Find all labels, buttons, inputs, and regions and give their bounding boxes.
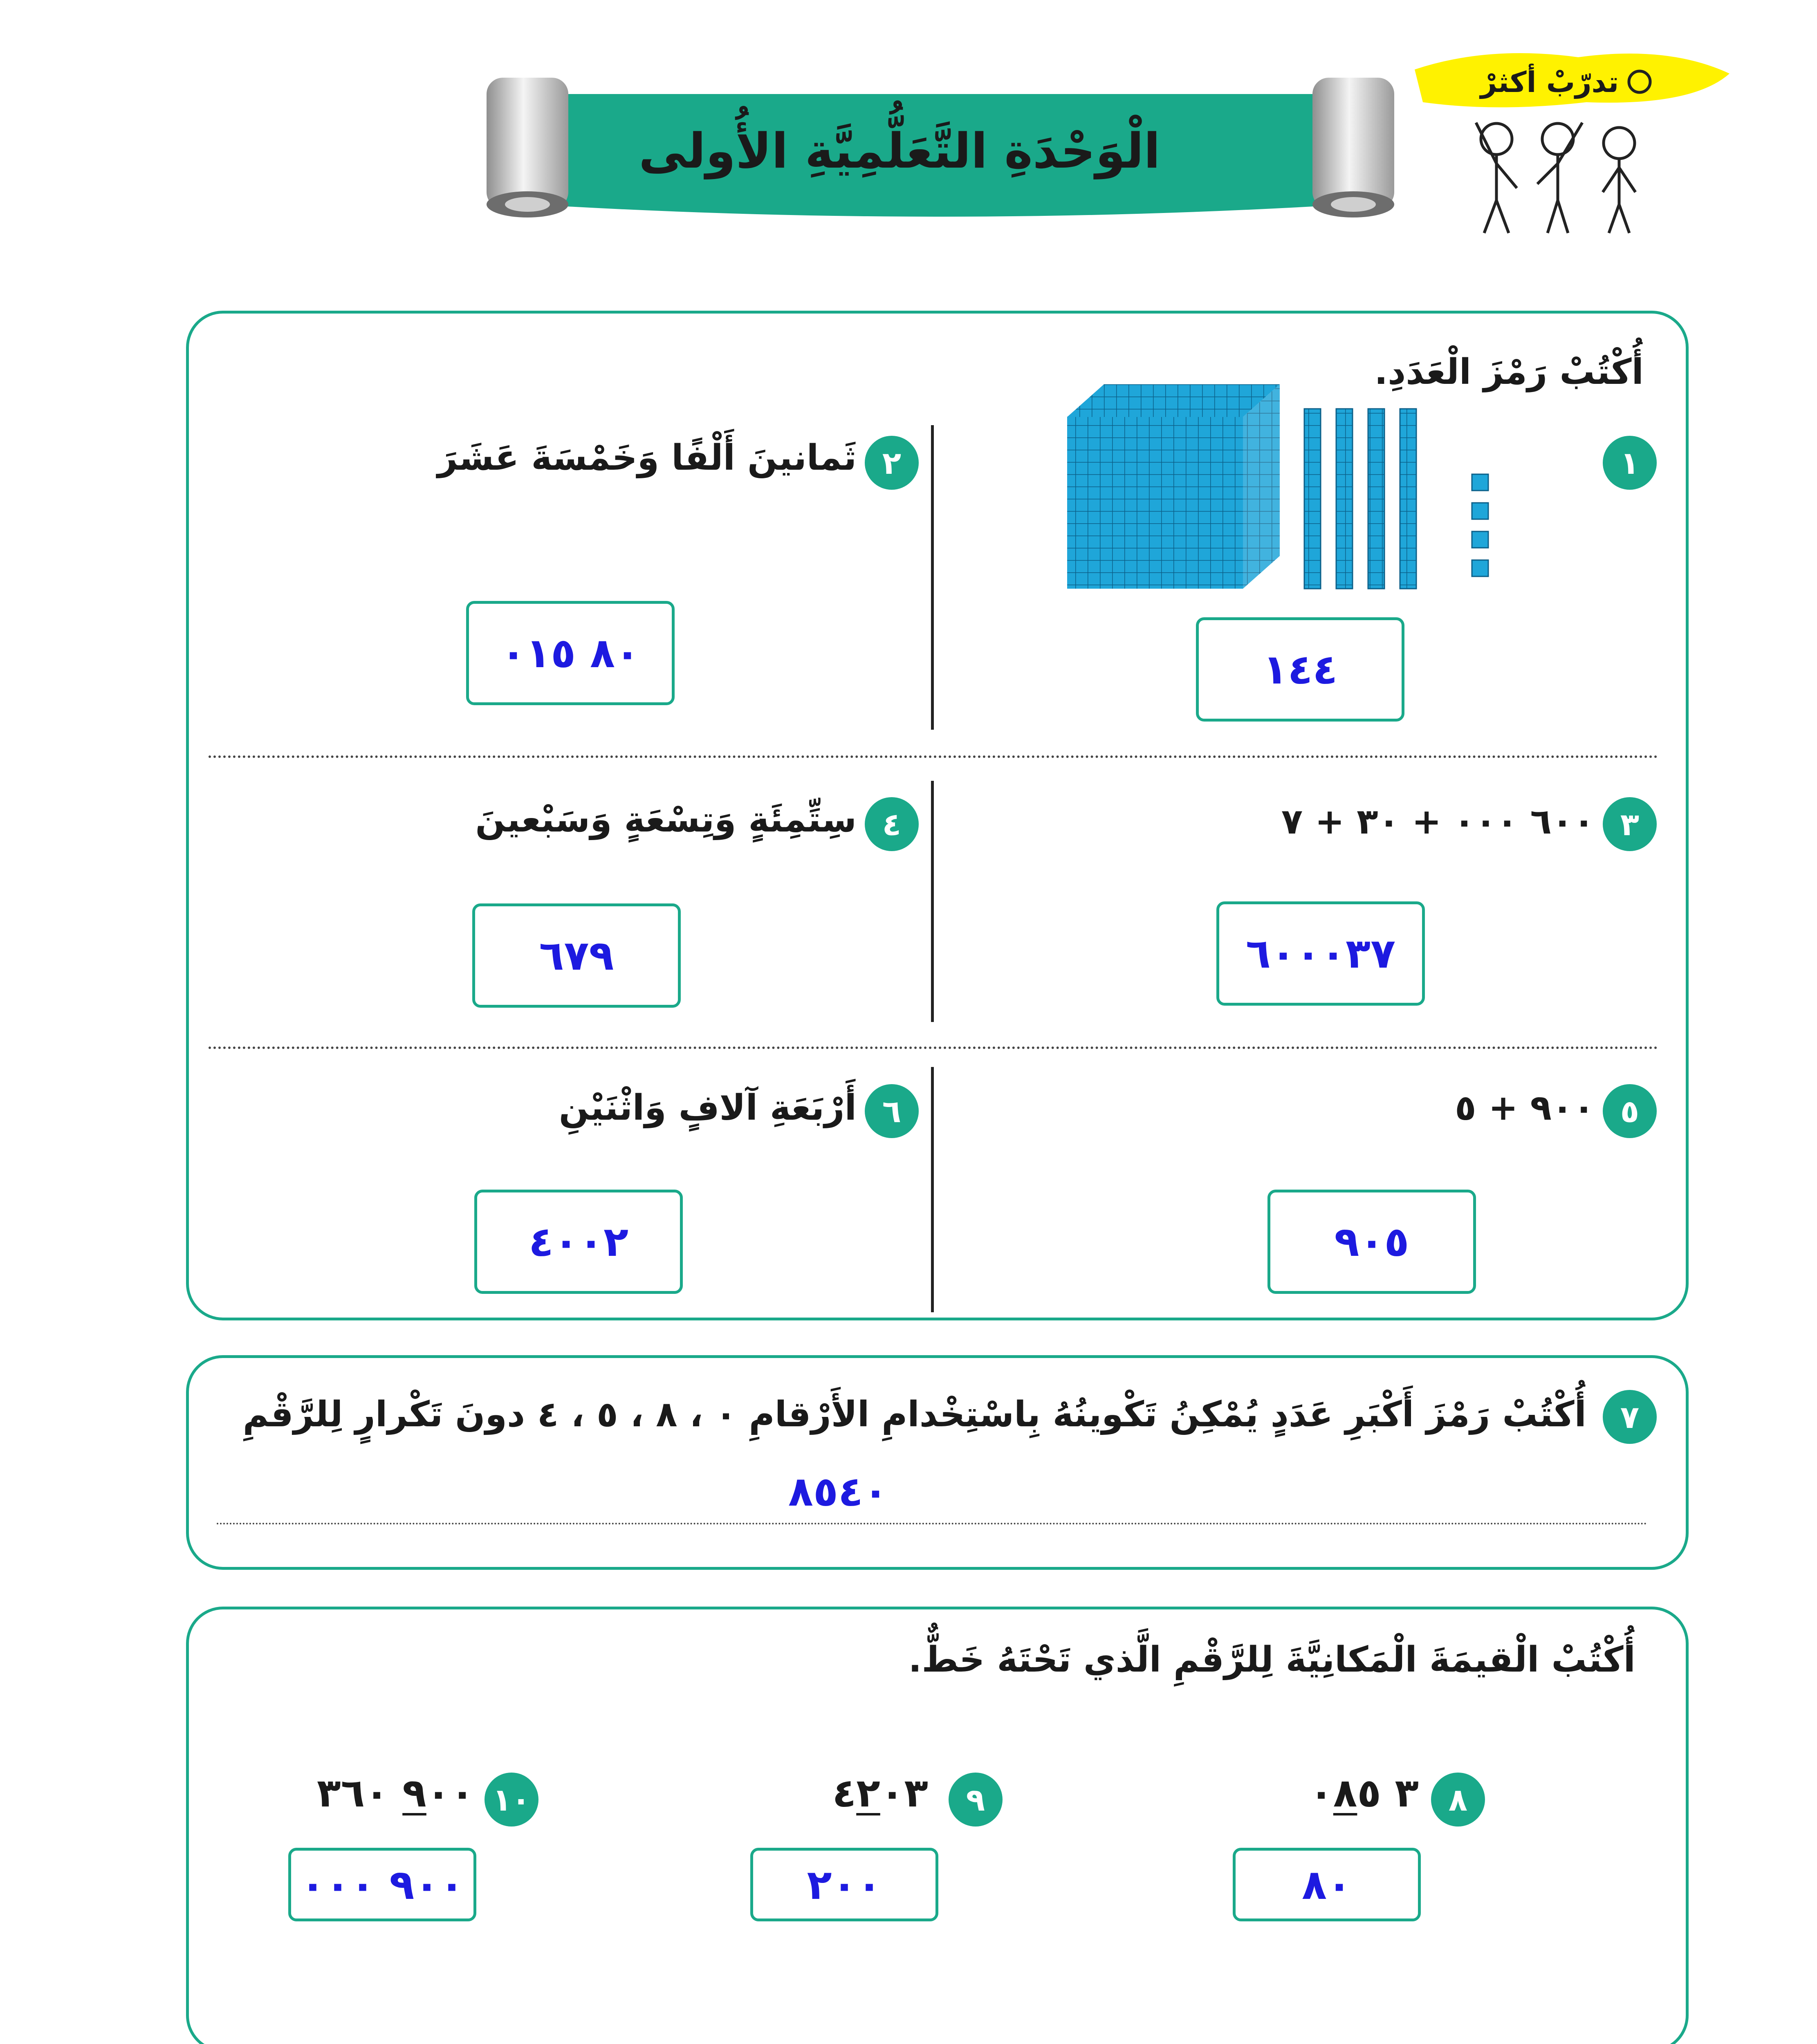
item-9-digits-after: ٠٣ xyxy=(880,1770,928,1816)
item-8-answer-box[interactable]: ٨٠ xyxy=(1233,1848,1421,1921)
item-9-answer-box[interactable]: ٢٠٠ xyxy=(750,1848,938,1921)
row-separator xyxy=(209,755,1658,758)
item-10-number xyxy=(286,1770,474,1816)
largest-number-panel xyxy=(186,1355,1689,1570)
item-7-question: أُكْتُبْ رَمْزَ أَكْبَرِ عَدَدٍ يُمْكِنُ تَكْوينُهُ بِاسْتِخْدامِ الأَرْقامِ ٠ ، ٨ ، ٥ ، ٤ دونَ تَكْرارٍ لِلرَّقْمِ xyxy=(242,1394,1586,1435)
practice-more-label: تدرّبْ أكثرْ xyxy=(1480,65,1619,99)
item-2-answer-box[interactable]: ٨٠ ٠١٥ xyxy=(466,601,675,705)
item-4-answer-box[interactable]: ٦٧٩ xyxy=(472,903,681,1008)
item-8-underlined-digit: ٨ xyxy=(1333,1770,1357,1816)
item-6-prompt: أَرْبَعَةِ آلافٍ وَاثْنَيْنِ xyxy=(559,1087,857,1128)
item-9-digits-before: ٤ xyxy=(832,1770,857,1816)
item-9-underlined-digit: ٢ xyxy=(856,1770,880,1816)
item-2-badge: ٢ xyxy=(865,436,919,490)
item-6-answer-box[interactable]: ٤٠٠٢ xyxy=(474,1190,683,1294)
item-3-badge: ٣ xyxy=(1603,797,1657,851)
answer-line xyxy=(217,1523,1648,1524)
item-10-badge: ١٠ xyxy=(485,1773,538,1827)
item-9-badge: ٩ xyxy=(949,1773,1003,1827)
section3-instruction: أُكْتُبْ الْقيمَةَ الْمَكانِيَّةَ لِلرَّقْمِ الَّذي تَحْتَهُ خَطٌّ. xyxy=(908,1639,1635,1680)
item-3-prompt: ٦٠٠ ٠٠٠ + ٣٠ + ٧ xyxy=(1281,801,1595,842)
column-divider xyxy=(931,425,934,730)
item-5-prompt: ٩٠٠ + ٥ xyxy=(1455,1087,1595,1128)
item-5-badge: ٥ xyxy=(1603,1084,1657,1138)
item-1-answer-box[interactable]: ١٤٤ xyxy=(1196,617,1404,722)
unit-title: الْوَحْدَةِ التَّعَلُّمِيَّةِ الأُولى xyxy=(639,123,1160,179)
item-4-badge: ٤ xyxy=(865,797,919,851)
row-separator xyxy=(209,1047,1658,1049)
section1-instruction: أُكْتُبْ رَمْزَ الْعَدَدِ. xyxy=(1374,352,1644,392)
item-3-answer-box[interactable]: ٦٠٠٠٣٧ xyxy=(1216,901,1425,1006)
item-1-badge: ١ xyxy=(1603,436,1657,490)
column-divider xyxy=(931,1067,934,1312)
item-7-answer[interactable]: ٨٥٤٠ xyxy=(788,1468,888,1515)
item-5-answer-box[interactable]: ٩٠٥ xyxy=(1267,1190,1476,1294)
item-6-badge: ٦ xyxy=(865,1084,919,1138)
item-10-digits-after: ٠٠ ٣٦٠ xyxy=(317,1770,474,1816)
item-8-digits-after: ٥ xyxy=(1357,1770,1381,1816)
item-7-badge: ٧ xyxy=(1603,1390,1657,1444)
column-divider xyxy=(931,781,934,1022)
item-8-badge: ٨ xyxy=(1431,1773,1485,1827)
item-2-prompt: ثَمانينَ أَلْفًا وَخَمْسَةَ عَشَرَ xyxy=(437,437,857,478)
item-9-number xyxy=(756,1770,928,1816)
item-8-number xyxy=(1247,1770,1419,1816)
item-10-answer-box[interactable]: ٩٠٠ ٠٠٠ xyxy=(288,1848,476,1921)
item-4-prompt: سِتِّمِئَةٍ وَتِسْعَةٍ وَسَبْعينَ xyxy=(475,799,857,840)
item-10-underlined-digit: ٩ xyxy=(402,1770,426,1816)
item-8-digits-before: ٣ ٠ xyxy=(1309,1770,1419,1816)
base-ten-blocks-image xyxy=(1063,376,1554,605)
